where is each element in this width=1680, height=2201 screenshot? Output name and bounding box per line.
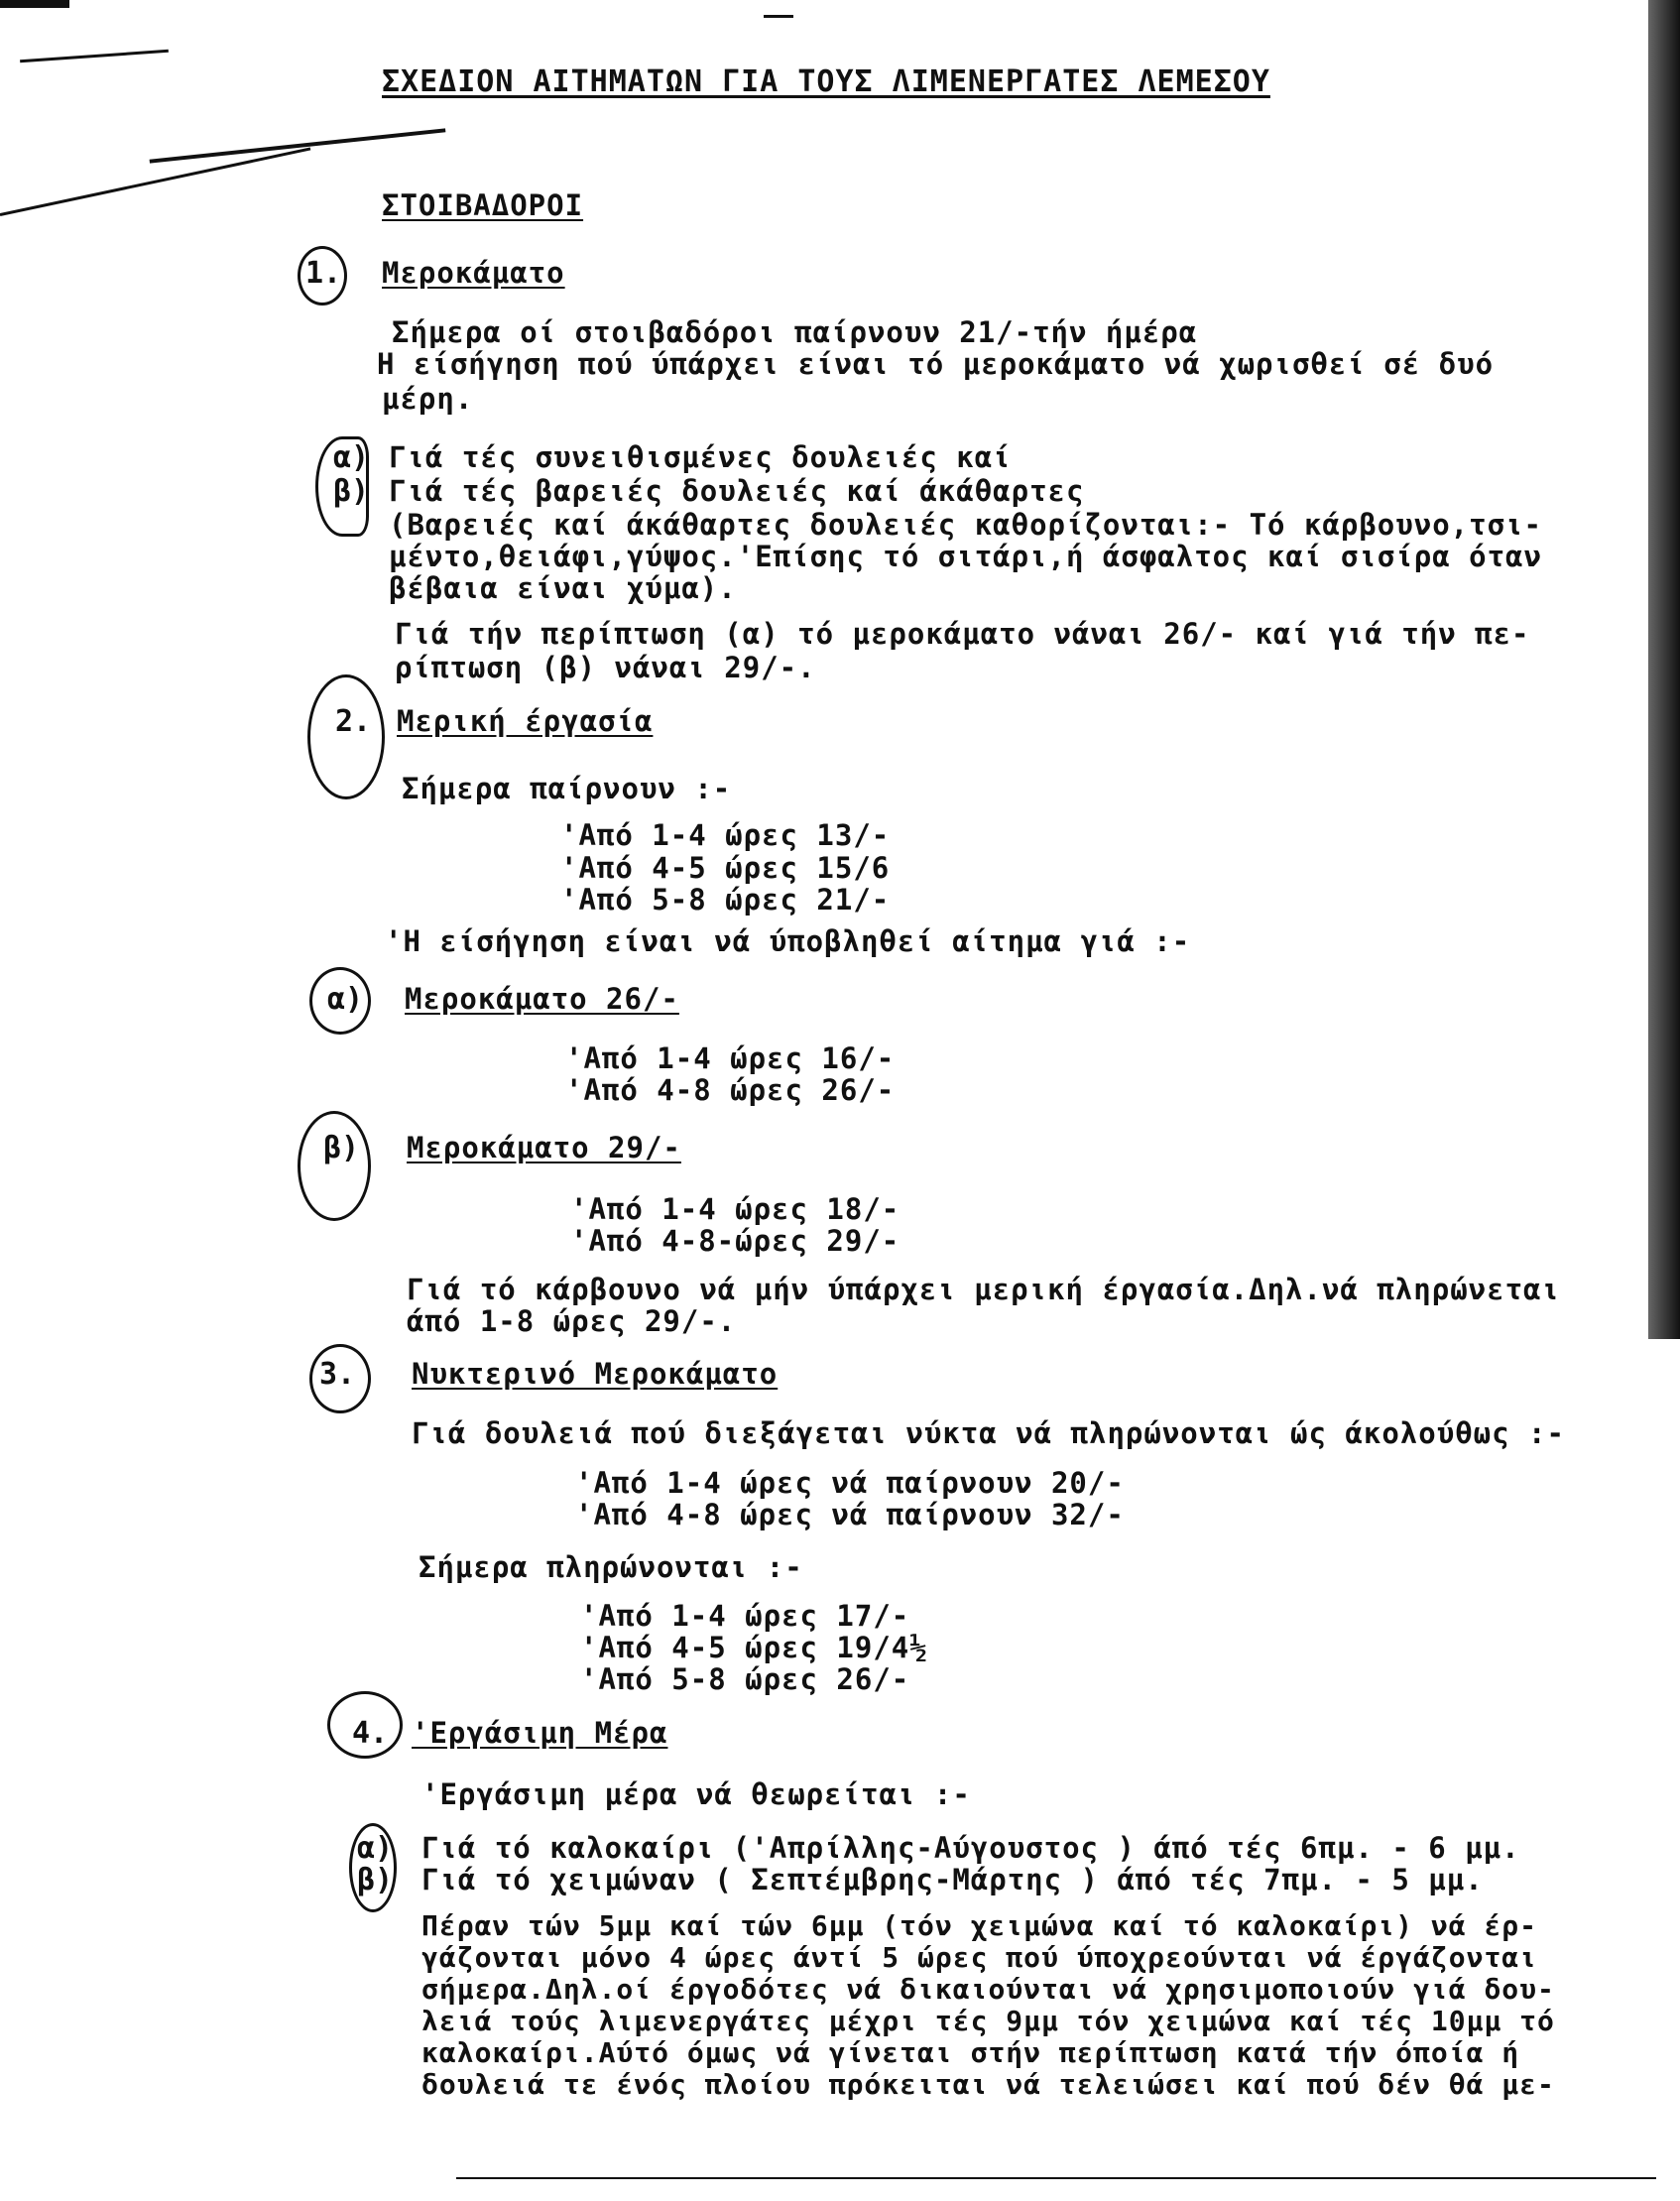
- section-1-line: Γιά τές βαρειές δουλειές καί άκάθαρτες: [389, 474, 1085, 508]
- sub-b-heading: Μεροκάματο 29/-: [407, 1131, 681, 1164]
- section-4-sub-marker-a: α): [357, 1831, 394, 1866]
- sub-marker-b: β): [333, 474, 370, 509]
- section-3-line: Σήμερα πληρώνονται :-: [419, 1550, 803, 1584]
- sub-a-line: 'Από 1-4 ώρες 16/-: [565, 1041, 896, 1075]
- section-3-line: 'Από 1-4 ώρες νά παίρνουν 20/-: [575, 1466, 1125, 1500]
- section-4-line: καλοκαίρι.Αύτό όμως νά γίνεται στήν περίπτωση κατά τήν όποία ή: [421, 2036, 1520, 2069]
- section-2-line: 'Η είσήγηση είναι νά ύποβληθεί αίτημα γιά :-: [385, 924, 1191, 958]
- section-1-line: Η είσήγηση πού ύπάρχει είναι τό μεροκάματο νά χωρισθεί σέ δυό: [377, 347, 1495, 381]
- section-1-line: μέρη.: [382, 382, 474, 416]
- sub-b-circle: [298, 1111, 371, 1221]
- scan-mark-top: [764, 15, 793, 18]
- section-1-line: Σήμερα οί στοιβαδόροι παίρνουν 21/-τήν ήμέρα: [392, 315, 1198, 349]
- section-2-line: Σήμερα παίρνουν :-: [402, 772, 732, 805]
- section-4-marker: 4.: [352, 1716, 389, 1751]
- section-1-heading: Μεροκάματο: [382, 256, 565, 290]
- section-2-marker: 2.: [335, 704, 372, 739]
- section-3-line: 'Από 5-8 ώρες 26/-: [580, 1662, 910, 1696]
- section-1-line: Γιά τήν περίπτωση (α) τό μεροκάματο νάναι 26/- καί γιά τήν πε-: [395, 617, 1530, 651]
- section-1-line: (Βαρειές καί άκάθαρτες δουλειές καθορίζονται:- Τό κάρβουνο,τσι-: [389, 508, 1542, 542]
- sub-a-marker: α): [327, 982, 364, 1017]
- scan-edge-shadow: [1648, 0, 1680, 1339]
- scan-stroke: [20, 50, 169, 62]
- section-3-marker: 3.: [319, 1357, 356, 1392]
- section-2-line: 'Από 4-5 ώρες 15/6: [560, 851, 891, 885]
- section-1-line: ρίπτωση (β) νάναι 29/-.: [395, 651, 816, 684]
- section-4-line: δουλειά τε ένός πλοίου πρόκειται νά τελειώσει καί πού δέν θά με-: [421, 2068, 1555, 2101]
- sub-a-heading: Μεροκάματο 26/-: [405, 982, 679, 1016]
- scan-bottom-line: [456, 2177, 1656, 2179]
- section-4-line: 'Εργάσιμη μέρα νά θεωρείται :-: [421, 1777, 971, 1811]
- sub-b-line: 'Από 1-4 ώρες 18/-: [570, 1192, 900, 1226]
- section-1-line: βέβαια είναι χύμα).: [389, 571, 737, 605]
- section-4-line: γάζονται μόνο 4 ώρες άντί 5 ώρες πού ύποχρεούνται νά έργάζονται: [421, 1941, 1538, 1974]
- sub-a-line: 'Από 4-8 ώρες 26/-: [565, 1073, 896, 1107]
- scan-stroke-2: [150, 128, 446, 163]
- section-4-line: σήμερα.Δηλ.οί έργοδότες νά δικαιούνται νά χρησιμοποιούν γιά δου-: [421, 1973, 1555, 2006]
- section-2-heading: Μερική έργασία: [397, 704, 654, 738]
- section-1-marker: 1.: [305, 256, 342, 291]
- scan-stroke-diagonal: [0, 148, 310, 216]
- section-4-line: Γιά τό χειμώναν ( Σεπτέμβρης-Μάρτης ) άπό τές 7πμ. - 5 μμ.: [421, 1863, 1484, 1896]
- section-4-heading: 'Εργάσιμη Μέρα: [412, 1716, 668, 1750]
- section-4-line: Γιά τό καλοκαίρι ('Απρίλλης-Αύγουστος ) άπό τές 6πμ. - 6 μμ.: [421, 1831, 1520, 1865]
- sub-b-line: άπό 1-8 ώρες 29/-.: [407, 1304, 737, 1338]
- section-3-line: 'Από 1-4 ώρες 17/-: [580, 1599, 910, 1633]
- section-3-line: 'Από 4-5 ώρες 19/4½: [580, 1631, 928, 1664]
- section-4-line: λειά τούς λιμενεργάτες μέχρι τές 9μμ τόν χειμώνα καί τές 10μμ τό: [421, 2005, 1555, 2037]
- section-3-heading: Νυκτερινό Μεροκάματο: [412, 1357, 779, 1391]
- section-2-line: 'Από 5-8 ώρες 21/-: [560, 883, 891, 917]
- section-3-line: Γιά δουλειά πού διεξάγεται νύκτα νά πληρώνονται ώς άκολούθως :-: [412, 1416, 1565, 1450]
- section-4-line: Πέραν τών 5μμ καί τών 6μμ (τόν χειμώνα καί τό καλοκαίρι) νά έρ-: [421, 1909, 1538, 1942]
- section-4-sub-marker-b: β): [357, 1863, 394, 1897]
- scan-mark-top-left: [0, 0, 69, 8]
- section-1-line: Γιά τές συνειθισμένες δουλειές καί: [389, 440, 1012, 474]
- sub-b-marker: β): [323, 1131, 360, 1165]
- sub-b-line: 'Από 4-8-ώρες 29/-: [570, 1224, 900, 1258]
- section-2-line: 'Από 1-4 ώρες 13/-: [560, 818, 891, 852]
- section-3-line: 'Από 4-8 ώρες νά παίρνουν 32/-: [575, 1498, 1125, 1531]
- sub-b-line: Γιά τό κάρβουνο νά μήν ύπάρχει μερική έργασία.Δηλ.νά πληρώνεται: [407, 1273, 1560, 1306]
- sub-marker-a: α): [333, 440, 370, 475]
- section-1-line: μέντο,θειάφι,γύψος.'Επίσης τό σιτάρι,ή άσφαλτος καί σισίρα όταν: [389, 540, 1542, 573]
- document-title: ΣΧΕΔΙΟΝ ΑΙΤΗΜΑΤΩΝ ΓΙΑ ΤΟΥΣ ΛΙΜΕΝΕΡΓΑΤΕΣ ΛΕΜΕΣΟΥ: [382, 64, 1270, 99]
- section-heading: ΣΤΟΙΒΑΔΟΡΟΙ: [382, 188, 584, 222]
